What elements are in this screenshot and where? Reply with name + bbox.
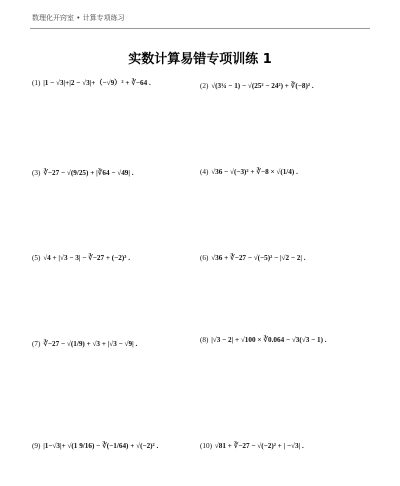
problem-3: [32, 167, 134, 179]
problem-expression: |√3 − 2| + √100 × ∛0.064 − √3(√3 − 1) .: [211, 336, 327, 344]
problem-4: [200, 166, 298, 178]
problem-expression: ∛−27 − √(9/25) + |∛64 − √49| .: [43, 169, 134, 177]
problem-9: [32, 440, 158, 452]
problem-number: (8): [200, 336, 209, 344]
page-title: 实数计算易错专项训练 1: [128, 52, 272, 67]
problem-2: [200, 80, 314, 92]
header-text: 数理化开窍室 • 计算专项练习: [32, 14, 125, 22]
problem-expression: √4 + |√3 − 3| − ∛−27 + (−2)³ .: [43, 254, 131, 262]
problem-number: (2): [200, 82, 209, 90]
problem-5: [32, 252, 130, 264]
problem-number: (4): [200, 168, 209, 176]
problem-number: (10): [200, 442, 212, 450]
problem-expression: ∛−27 − √(1/9) + √3 + |√3 − √9| .: [43, 340, 138, 348]
problem-10: [200, 440, 304, 452]
problem-number: (1): [32, 79, 41, 87]
problem-expression: |1 − √3|+|2 − √3|+（−√9）² + ∛−64 .: [43, 79, 151, 87]
problem-expression: |1−√3|+ √(1 9/16) − ∛(−1/64) + √(−2)² .: [43, 442, 159, 450]
problem-expression: √36 + ∛−27 − √(−5)² − |√2 − 2| .: [211, 254, 306, 262]
problem-expression: √81 + ∛−27 − √(−2)² + | −√3| .: [214, 442, 304, 450]
problem-expression: √(3¼ − 1) − √(25² − 24²) + ∛(−8)² .: [211, 82, 314, 90]
problem-expression: √36 − √(−3)² + ∛−8 × √(1/4) .: [211, 168, 298, 176]
problem-number: (7): [32, 340, 41, 348]
problem-number: (5): [32, 254, 41, 262]
problem-8: [200, 334, 327, 346]
problem-number: (3): [32, 169, 41, 177]
problem-6: [200, 252, 306, 264]
problem-number: (9): [32, 442, 41, 450]
problem-number: (6): [200, 254, 209, 262]
header-divider: [30, 28, 370, 29]
problem-7: [32, 338, 137, 350]
problem-1: [32, 77, 151, 89]
